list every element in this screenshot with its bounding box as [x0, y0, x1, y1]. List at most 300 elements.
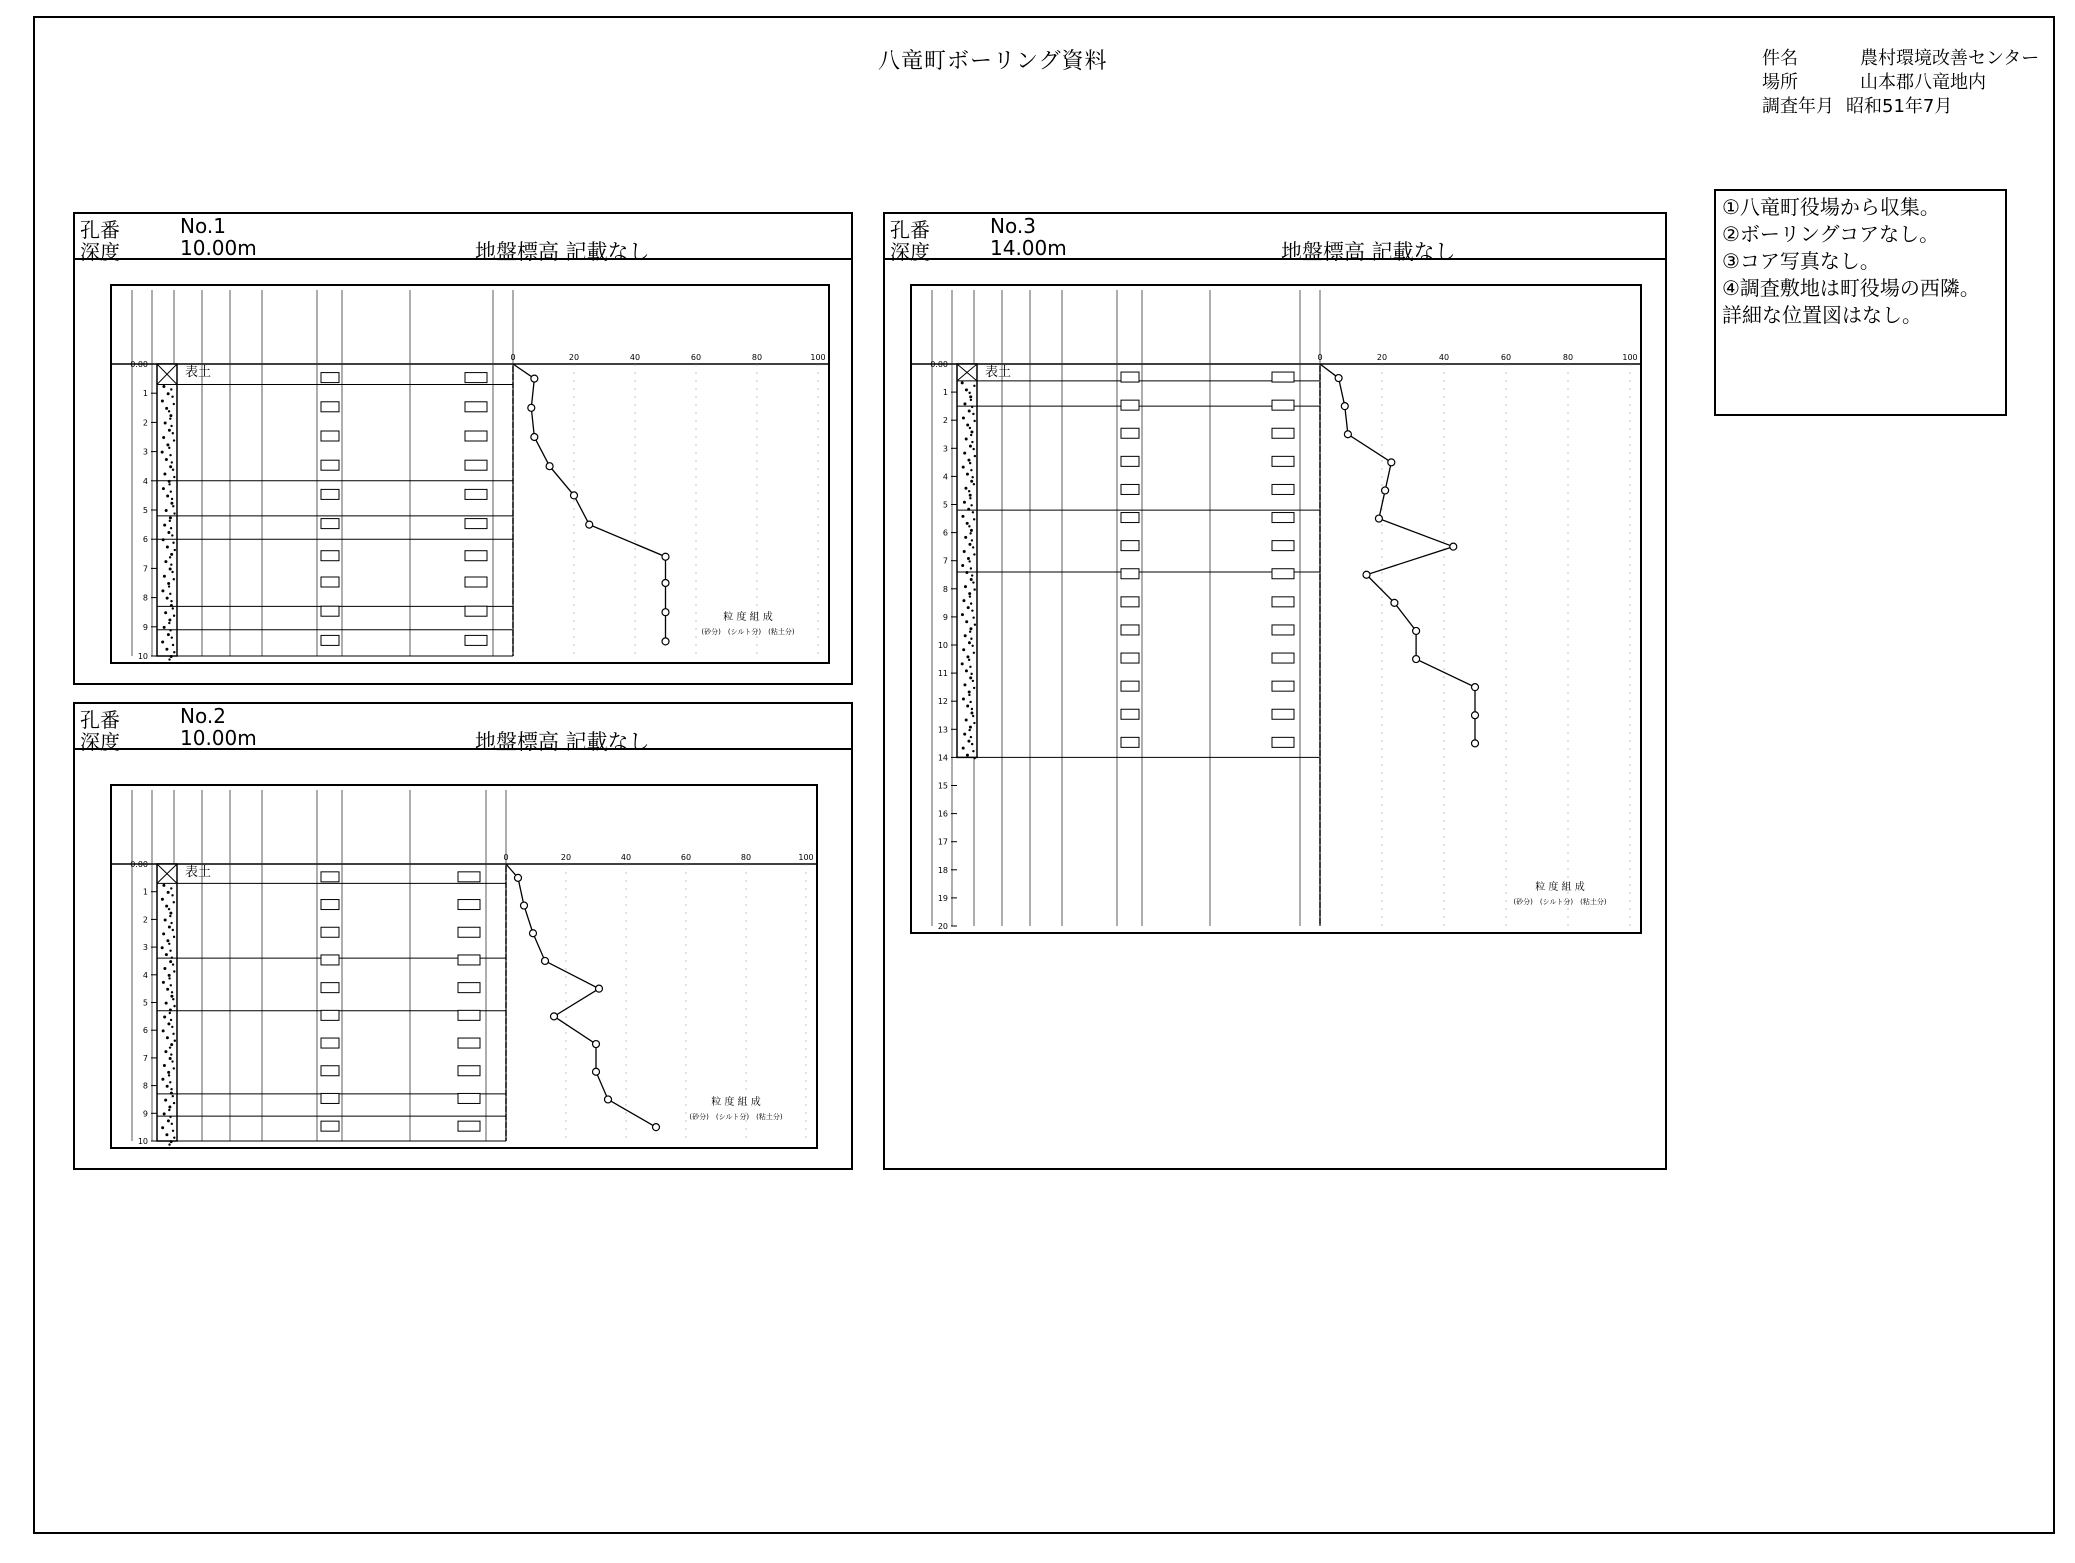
spt-point — [1472, 712, 1479, 719]
spt-box — [458, 1093, 480, 1103]
gravel-dot — [167, 633, 170, 636]
spt-box — [465, 489, 487, 499]
gravel-dot — [972, 511, 974, 513]
gravel-dot — [170, 984, 172, 986]
spt-point — [593, 1041, 600, 1048]
gravel-dot — [173, 1102, 175, 1104]
panel-header — [75, 214, 851, 264]
gravel-dot — [968, 694, 970, 696]
gravel-dot — [168, 977, 170, 979]
x-tick-label: 80 — [751, 353, 763, 362]
meta-label: 場所 — [1762, 72, 1798, 93]
spt-box — [458, 900, 480, 910]
depth-tick-label: 6 — [142, 1026, 148, 1036]
gravel-dot — [965, 669, 968, 672]
gravel-dot — [171, 1123, 173, 1125]
gravel-dot — [964, 634, 967, 637]
depth-tick-label: 10 — [137, 1137, 148, 1146]
spt-point — [1363, 571, 1370, 578]
gravel-dot — [171, 636, 173, 638]
gravel-dot — [966, 655, 969, 658]
sample-box — [321, 460, 339, 470]
spt-box — [458, 983, 480, 993]
depth-tick-label: 1 — [142, 389, 148, 399]
hole-label: 孔番 — [890, 218, 930, 242]
gravel-dot — [961, 564, 964, 567]
spt-box — [465, 519, 487, 529]
depth-value: 14.00m — [990, 236, 1067, 260]
sample-box — [321, 606, 339, 616]
sample-box — [1121, 428, 1139, 438]
gravel-dot — [170, 425, 172, 427]
gravel-dot — [963, 452, 966, 455]
gravel-dot — [161, 1126, 164, 1129]
gravel-dot — [173, 936, 175, 938]
meta-label: 件名 — [1762, 48, 1798, 69]
spt-point — [1472, 740, 1479, 747]
depth-tick-label: 7 — [142, 1053, 148, 1063]
gravel-dot — [172, 998, 174, 1000]
gravel-dot — [165, 1133, 168, 1136]
spt-box — [465, 373, 487, 383]
boring-panel-no2 — [73, 702, 853, 1170]
sample-box — [321, 983, 339, 993]
x-tick-label: 0 — [510, 353, 516, 362]
gravel-dot — [166, 494, 169, 497]
depth-tick-label: 8 — [142, 1081, 148, 1091]
gravel-dot — [970, 504, 972, 506]
gravel-dot — [166, 988, 169, 991]
gravel-dot — [164, 919, 167, 922]
spt-point — [551, 1013, 558, 1020]
elevation-note: 地盤標高 記載なし — [1281, 240, 1456, 264]
x-tick-label: 20 — [568, 353, 580, 362]
gravel-dot — [963, 683, 966, 686]
x-tick-label: 40 — [629, 353, 641, 362]
sample-box — [321, 900, 339, 910]
depth-tick-label: 3 — [142, 943, 148, 953]
gravel-dot — [163, 626, 166, 629]
surface-soil-label: 表土 — [185, 865, 212, 880]
gravel-dot — [973, 483, 975, 485]
sample-box — [321, 1038, 339, 1048]
meta-value: 昭和51年7月 — [1846, 96, 1953, 117]
spt-box — [458, 955, 480, 965]
gravel-dot — [168, 1105, 171, 1108]
gravel-dot — [961, 515, 964, 518]
depth-tick-label: 8 — [142, 593, 148, 603]
gravel-dot — [969, 532, 971, 534]
gravel-dot — [968, 543, 971, 546]
sample-box — [321, 955, 339, 965]
hole-number: No.3 — [990, 214, 1036, 238]
gravel-dot — [169, 516, 172, 519]
sample-box — [321, 402, 339, 412]
gravel-dot — [970, 399, 972, 401]
gravel-dot — [971, 743, 973, 745]
spt-point — [662, 609, 669, 616]
gravel-dot — [172, 505, 174, 507]
sample-box — [1121, 709, 1139, 719]
gravel-dot — [972, 581, 974, 583]
gravel-dot — [965, 438, 968, 441]
gravel-dot — [172, 1033, 174, 1035]
gravel-dot — [174, 549, 176, 551]
x-tick-label: 80 — [740, 853, 752, 862]
gravel-dot — [173, 651, 175, 653]
gravel-dot — [161, 640, 164, 643]
x-tick-label: 100 — [810, 353, 826, 362]
sample-box — [1121, 625, 1139, 635]
gravel-dot — [164, 1099, 167, 1102]
gravel-dot — [162, 1029, 165, 1032]
depth-tick-label: 2 — [142, 418, 148, 428]
gravel-dot — [970, 578, 973, 581]
gravel-dot — [173, 901, 175, 903]
gravel-dot — [968, 641, 971, 644]
gravel-dot — [963, 501, 966, 504]
gravel-dot — [173, 439, 175, 441]
gravel-dot — [171, 534, 173, 536]
depth-tick-label: 6 — [142, 535, 148, 545]
gravel-dot — [168, 483, 170, 485]
gravel-dot — [163, 1064, 166, 1067]
depth-tick-label: 6 — [942, 528, 948, 538]
gravel-dot — [173, 512, 175, 514]
depth-tick-label: 13 — [937, 725, 948, 735]
gravel-dot — [162, 884, 165, 887]
gravel-dot — [972, 750, 974, 752]
gravel-dot — [173, 578, 175, 580]
sample-box — [1121, 513, 1139, 523]
x-tick-label: 60 — [680, 853, 692, 862]
spt-point — [1335, 375, 1342, 382]
gravel-dot — [171, 1060, 173, 1062]
gravel-dot — [168, 1074, 170, 1076]
gravel-dot — [973, 385, 975, 387]
gravel-dot — [969, 676, 972, 679]
gravel-dot — [962, 599, 965, 602]
depth-tick-label: 2 — [942, 416, 948, 426]
depth-tick-label: 19 — [937, 893, 948, 903]
document-meta — [1762, 47, 2039, 119]
meta-label: 調査年月 — [1762, 96, 1834, 117]
note-line: ③コア写真なし。 — [1722, 249, 1880, 273]
gravel-dot — [166, 443, 169, 446]
gravel-dot — [973, 518, 975, 520]
gravel-dot — [166, 1085, 169, 1088]
gravel-dot — [972, 448, 974, 450]
gravel-dot — [168, 1109, 170, 1111]
gravel-dot — [965, 620, 968, 623]
spt-point — [1382, 487, 1389, 494]
gravel-dot — [971, 645, 973, 647]
panel-header — [885, 214, 1665, 264]
gravel-dot — [170, 600, 172, 602]
note-line: 詳細な位置図はなし。 — [1722, 303, 1922, 327]
gravel-dot — [172, 929, 174, 931]
gravel-dot — [963, 402, 966, 405]
gravel-dot — [168, 925, 171, 928]
gravel-dot — [962, 648, 965, 651]
hole-number: No.2 — [180, 704, 226, 728]
surface-soil-label: 表土 — [985, 365, 1012, 380]
gravel-dot — [168, 943, 170, 945]
gravel-dot — [174, 1040, 176, 1042]
spt-point — [546, 463, 553, 470]
note-line: ④調査敷地は町役場の西隣。 — [1722, 276, 1980, 300]
spt-box — [1272, 653, 1294, 663]
gravel-dot — [970, 434, 972, 436]
depth-tick-label: 11 — [937, 669, 948, 679]
gravel-dot — [974, 624, 976, 626]
spt-box — [465, 551, 487, 561]
gravel-dot — [163, 1015, 166, 1018]
x-tick-label: 40 — [1438, 353, 1450, 362]
meta-value: 農村環境改善センター — [1860, 48, 2040, 69]
note-line: ②ボーリングコアなし。 — [1722, 222, 1940, 246]
spt-box — [465, 460, 487, 470]
legend-items: (砂分) (シルト分) (粘土分) — [1513, 898, 1607, 906]
notes-box — [1714, 189, 2007, 416]
depth-tick-label: 17 — [937, 837, 948, 847]
sample-box — [1121, 681, 1139, 691]
gravel-dot — [971, 708, 973, 710]
sample-box — [1121, 456, 1139, 466]
gravel-dot — [168, 429, 171, 432]
gravel-dot — [968, 409, 971, 412]
gravel-dot — [971, 574, 973, 576]
gravel-dot — [164, 421, 167, 424]
gravel-dot — [165, 407, 168, 410]
spt-point — [596, 985, 603, 992]
gravel-dot — [169, 1046, 171, 1048]
gravel-dot — [971, 476, 973, 478]
gravel-dot — [161, 1078, 164, 1081]
elevation-note: 地盤標高 記載なし — [475, 240, 650, 264]
gravel-dot — [162, 932, 165, 935]
sample-box — [1121, 653, 1139, 663]
spt-box — [458, 1038, 480, 1048]
x-tick-label: 60 — [690, 353, 702, 362]
gravel-dot — [970, 736, 972, 738]
gravel-dot — [973, 687, 975, 689]
gravel-dot — [162, 538, 165, 541]
gravel-dot — [967, 606, 970, 609]
gravel-dot — [972, 616, 974, 618]
depth-tick-label: 12 — [937, 697, 948, 707]
spt-point — [605, 1096, 612, 1103]
spt-box — [1272, 484, 1294, 494]
boring-log-svg — [112, 286, 828, 662]
gravel-dot — [969, 494, 972, 497]
gravel-dot — [168, 410, 170, 412]
spt-box — [458, 927, 480, 937]
sample-box — [321, 927, 339, 937]
gravel-dot — [966, 522, 969, 525]
gravel-dot — [169, 1012, 171, 1014]
spt-point — [1344, 431, 1351, 438]
gravel-dot — [169, 454, 171, 456]
gravel-dot — [173, 1005, 175, 1007]
gravel-dot — [171, 396, 173, 398]
depth-tick-label: 5 — [142, 998, 148, 1008]
gravel-dot — [161, 898, 164, 901]
note-line: ①八竜町役場から収集。 — [1722, 195, 1940, 219]
depth-tick-label: 9 — [142, 622, 148, 632]
sample-box — [321, 872, 339, 882]
depth-tick-label: 15 — [937, 781, 948, 791]
spt-box — [1272, 569, 1294, 579]
gravel-dot — [969, 462, 971, 464]
gravel-dot — [969, 445, 972, 448]
gravel-dot — [164, 1050, 167, 1053]
gravel-dot — [169, 1057, 172, 1060]
spt-point — [662, 638, 669, 645]
spt-box — [465, 577, 487, 587]
depth-tick-label: 4 — [142, 970, 148, 980]
gravel-dot — [172, 644, 174, 646]
gravel-dot — [168, 1143, 170, 1145]
gravel-dot — [971, 609, 973, 611]
x-tick-label: 80 — [1562, 353, 1574, 362]
spt-box — [1272, 737, 1294, 747]
boring-log-sheet — [910, 284, 1642, 934]
legend-items: (砂分) (シルト分) (粘土分) — [689, 1113, 783, 1121]
depth-tick-label: 5 — [942, 500, 948, 510]
depth-tick-label: 9 — [942, 612, 948, 622]
gravel-dot — [974, 455, 976, 457]
gravel-dot — [171, 1026, 173, 1028]
gravel-dot — [161, 589, 164, 592]
spt-point — [1413, 627, 1420, 634]
depth-tick-label: 7 — [142, 564, 148, 574]
gravel-dot — [168, 480, 171, 483]
depth-tick-label: 0.00 — [130, 860, 148, 869]
depth-tick-label: 5 — [142, 506, 148, 515]
gravel-dot — [167, 582, 170, 585]
depth-tick-label: 4 — [942, 472, 948, 482]
gravel-dot — [170, 655, 173, 658]
gravel-dot — [168, 658, 170, 660]
spt-point — [1413, 656, 1420, 663]
gravel-dot — [173, 615, 175, 617]
spt-box — [1272, 597, 1294, 607]
gravel-dot — [167, 1119, 170, 1122]
depth-tick-label: 3 — [142, 447, 148, 457]
gravel-dot — [168, 908, 170, 910]
spt-box — [465, 635, 487, 645]
gravel-dot — [167, 531, 170, 534]
sample-box — [321, 489, 339, 499]
sample-box — [1121, 569, 1139, 579]
spt-point — [1450, 543, 1457, 550]
boring-log-sheet — [110, 284, 830, 664]
spt-point — [593, 1068, 600, 1075]
sample-box — [321, 1066, 339, 1076]
depth-tick-label: 1 — [142, 887, 148, 897]
gravel-dot — [968, 592, 971, 595]
gravel-dot — [973, 553, 975, 555]
gravel-dot — [169, 593, 171, 595]
gravel-dot — [170, 502, 173, 505]
gravel-dot — [170, 1053, 172, 1055]
spt-point — [531, 375, 538, 382]
gravel-dot — [970, 602, 972, 604]
gravel-dot — [168, 447, 170, 449]
gravel-dot — [170, 1088, 172, 1090]
gravel-dot — [172, 963, 174, 965]
spt-curve — [1320, 364, 1475, 743]
gravel-dot — [169, 915, 171, 917]
gravel-dot — [966, 424, 969, 427]
boring-log-sheet — [110, 784, 818, 1149]
meta-value: 山本郡八竜地内 — [1860, 72, 1986, 93]
spt-box — [1272, 400, 1294, 410]
gravel-dot — [173, 1136, 175, 1138]
spt-box — [458, 1010, 480, 1020]
gravel-dot — [969, 595, 971, 597]
depth-tick-label: 9 — [142, 1109, 148, 1119]
boring-panel-no1 — [73, 212, 853, 685]
gravel-dot — [172, 542, 174, 544]
gravel-dot — [969, 701, 971, 703]
sample-box — [1121, 400, 1139, 410]
gravel-dot — [969, 726, 972, 729]
spt-point — [1341, 403, 1348, 410]
gravel-dot — [969, 497, 971, 499]
spt-point — [528, 404, 535, 411]
depth-tick-label: 10 — [137, 652, 148, 661]
gravel-dot — [962, 747, 965, 750]
spt-point — [521, 902, 528, 909]
spt-point — [530, 930, 537, 937]
gravel-dot — [967, 459, 970, 462]
gravel-dot — [168, 622, 170, 624]
spt-point — [653, 1124, 660, 1131]
sample-box — [321, 635, 339, 645]
gravel-dot — [972, 680, 974, 682]
gravel-dot — [169, 556, 171, 558]
gravel-dot — [169, 465, 172, 468]
depth-label: 深度 — [890, 240, 930, 264]
gravel-dot — [170, 490, 172, 492]
spt-box — [1272, 428, 1294, 438]
gravel-dot — [972, 546, 974, 548]
gravel-dot — [164, 611, 167, 614]
meta-row — [1762, 47, 2039, 71]
gravel-dot — [169, 960, 172, 963]
depth-tick-label: 1 — [942, 388, 948, 398]
meta-row — [1762, 71, 2039, 95]
spt-box — [458, 1066, 480, 1076]
sample-box — [321, 373, 339, 383]
gravel-dot — [162, 981, 165, 984]
spt-box — [1272, 372, 1294, 382]
gravel-dot — [172, 1095, 174, 1097]
x-tick-label: 100 — [1622, 353, 1638, 362]
gravel-dot — [165, 1002, 168, 1005]
gravel-dot — [963, 550, 966, 553]
sample-box — [1121, 737, 1139, 747]
depth-tick-label: 0.00 — [930, 360, 948, 369]
gravel-dot — [968, 392, 970, 394]
gravel-dot — [962, 697, 965, 700]
spt-box — [1272, 709, 1294, 719]
spt-point — [1472, 684, 1479, 691]
sample-box — [321, 431, 339, 441]
gravel-dot — [973, 722, 975, 724]
